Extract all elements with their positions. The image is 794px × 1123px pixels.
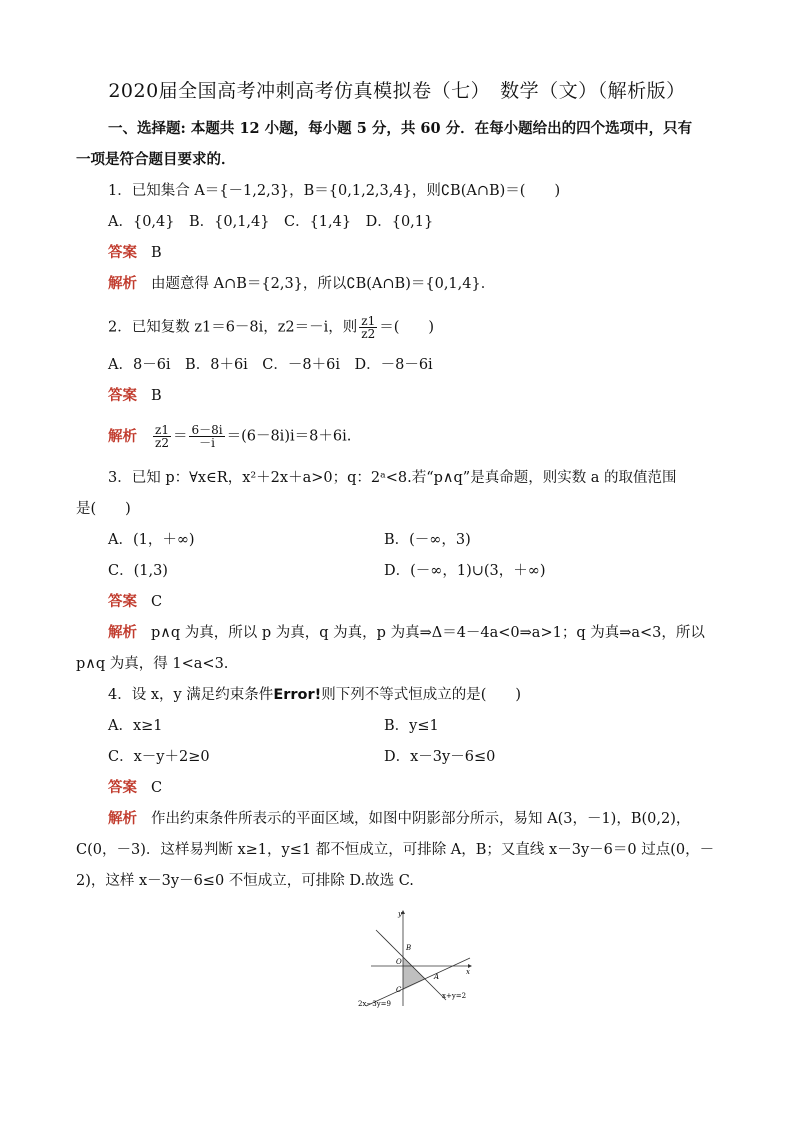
q4-analysis-line2: C(0，－3)．这样易判断 x≥1，y≤1 都不恒成立，可排除 A，B；又直线 x－3y－6＝0 过点(0，－ <box>76 842 715 858</box>
q4-option-a: A．x≥1 <box>108 718 163 734</box>
analysis-label: 解析 <box>108 276 137 292</box>
answer-label: 答案 <box>108 245 137 261</box>
q3-answer-row <box>108 592 758 612</box>
q2-answer-row <box>108 386 758 406</box>
page-title: 2020届全国高考冲刺高考仿真模拟卷（七） 数学（文）（解析版） <box>108 80 686 102</box>
q3-answer: C <box>151 594 163 610</box>
q4-answer: C <box>151 780 163 796</box>
q3-option-d: D．(－∞，1)∪(3，＋∞) <box>384 563 546 579</box>
q2-analysis-fraction2 <box>189 424 224 449</box>
line2-label: x+y=2 <box>442 992 467 1000</box>
fraction-denominator: z2 <box>361 327 376 341</box>
q4-stem-text: 4．设 x，y 满足约束条件 <box>108 687 274 703</box>
line1-label: 2x−3y=9 <box>358 1000 391 1008</box>
q2-fraction <box>359 315 377 340</box>
q4-analysis-line3: 2)，这样 x－3y－6≤0 不恒成立，可排除 D.故选 C. <box>76 873 414 889</box>
q3-option-b: B．(－∞，3) <box>384 532 471 548</box>
origin-label: O <box>396 958 402 966</box>
q2-stem-tail: ＝( ) <box>379 319 435 336</box>
q4-error-placeholder: Error! <box>273 687 322 703</box>
q1-answer: B <box>151 245 162 261</box>
q4-analysis-row <box>108 809 758 829</box>
fraction-numerator: 6－8i <box>191 423 223 437</box>
analysis-label: 解析 <box>108 811 137 827</box>
q4-option-c: C．x－y＋2≥0 <box>108 749 210 765</box>
q2-options: A．8－6i B．8＋6i C．－8＋6i D．－8－6i <box>108 357 433 373</box>
q1-options: A．{0,4} B．{0,1,4} C．{1,4} D．{0,1} <box>108 214 434 230</box>
answer-label: 答案 <box>108 594 137 610</box>
q4-option-b: B．y≤1 <box>384 718 439 734</box>
q2-stem-text: 2．已知复数 z1＝6－8i，z2＝－i，则 <box>108 319 358 336</box>
fraction-numerator: z1 <box>155 423 169 437</box>
q3-analysis-line1: p∧q 为真，所以 p 为真，q 为真，p 为真⇒Δ＝4－4a<0⇒a>1；q 为真⇒a<3，所以 <box>151 625 705 641</box>
y-axis-label: y <box>398 910 402 918</box>
q3-option-a: A．(1，＋∞) <box>108 532 195 548</box>
feasible-region-figure <box>356 908 476 1008</box>
point-b-label: B <box>406 944 412 952</box>
q4-answer-row <box>108 778 758 798</box>
q4-stem-tail: 则下列不等式恒成立的是( ) <box>321 687 522 703</box>
q2-stem <box>108 315 758 340</box>
q1-analysis: 由题意得 A∩B＝{2,3}，所以∁B(A∩B)＝{0,1,4}． <box>151 276 496 292</box>
q3-analysis-row <box>108 623 758 643</box>
fraction-denominator: －i <box>199 436 215 450</box>
q1-analysis-row <box>108 274 758 294</box>
q4-stem <box>108 685 758 705</box>
q3-option-c: C．(1,3) <box>108 563 168 579</box>
section-heading-line1: 一、选择题: 本题共 12 小题，每小题 5 分，共 60 分．在每小题给出的四个选项中，只有 <box>108 120 693 137</box>
q4-analysis-line1: 作出约束条件所表示的平面区域，如图中阴影部分所示，易知 A(3，－1)，B(0,2)， <box>151 811 691 827</box>
answer-label: 答案 <box>108 388 137 404</box>
analysis-label: 解析 <box>108 625 137 641</box>
analysis-label: 解析 <box>108 428 137 445</box>
x-axis-label: x <box>466 968 470 976</box>
line-x-plus-y <box>376 930 446 1000</box>
q2-analysis-row: 解析 $\frac{z1}{z2}$ ＝ $\frac{6-8i}{-i}$ ＝(6－8i)i＝8＋6i. <box>108 423 352 450</box>
answer-label: 答案 <box>108 780 137 796</box>
point-a-label: A <box>434 973 440 981</box>
q3-stem-line2: 是( ) <box>76 501 131 517</box>
shaded-region <box>403 957 426 990</box>
q2-answer: B <box>151 388 162 404</box>
q1-stem: 1．已知集合 A＝{－1,2,3}，B＝{0,1,2,3,4}，则∁B(A∩B)＝( ) <box>108 183 561 199</box>
q2-analysis-tail: ＝(6－8i)i＝8＋6i. <box>226 428 352 445</box>
q1-answer-row <box>108 243 758 263</box>
fraction-numerator: z1 <box>361 314 376 328</box>
fraction-denominator: z2 <box>155 436 169 450</box>
q3-stem-line1: 3．已知 p：∀x∈R，x²＋2x＋a>0；q：2ᵃ<8.若“p∧q”是真命题，则实数 a 的取值范围 <box>108 470 677 486</box>
point-c-label: C <box>396 986 402 994</box>
q4-option-d: D．x－3y－6≤0 <box>384 749 496 765</box>
section-heading-line2: 一项是符合题目要求的． <box>76 151 236 168</box>
q2-analysis-fraction1 <box>153 424 171 449</box>
q3-analysis-line2: p∧q 为真，得 1<a<3. <box>76 656 229 672</box>
